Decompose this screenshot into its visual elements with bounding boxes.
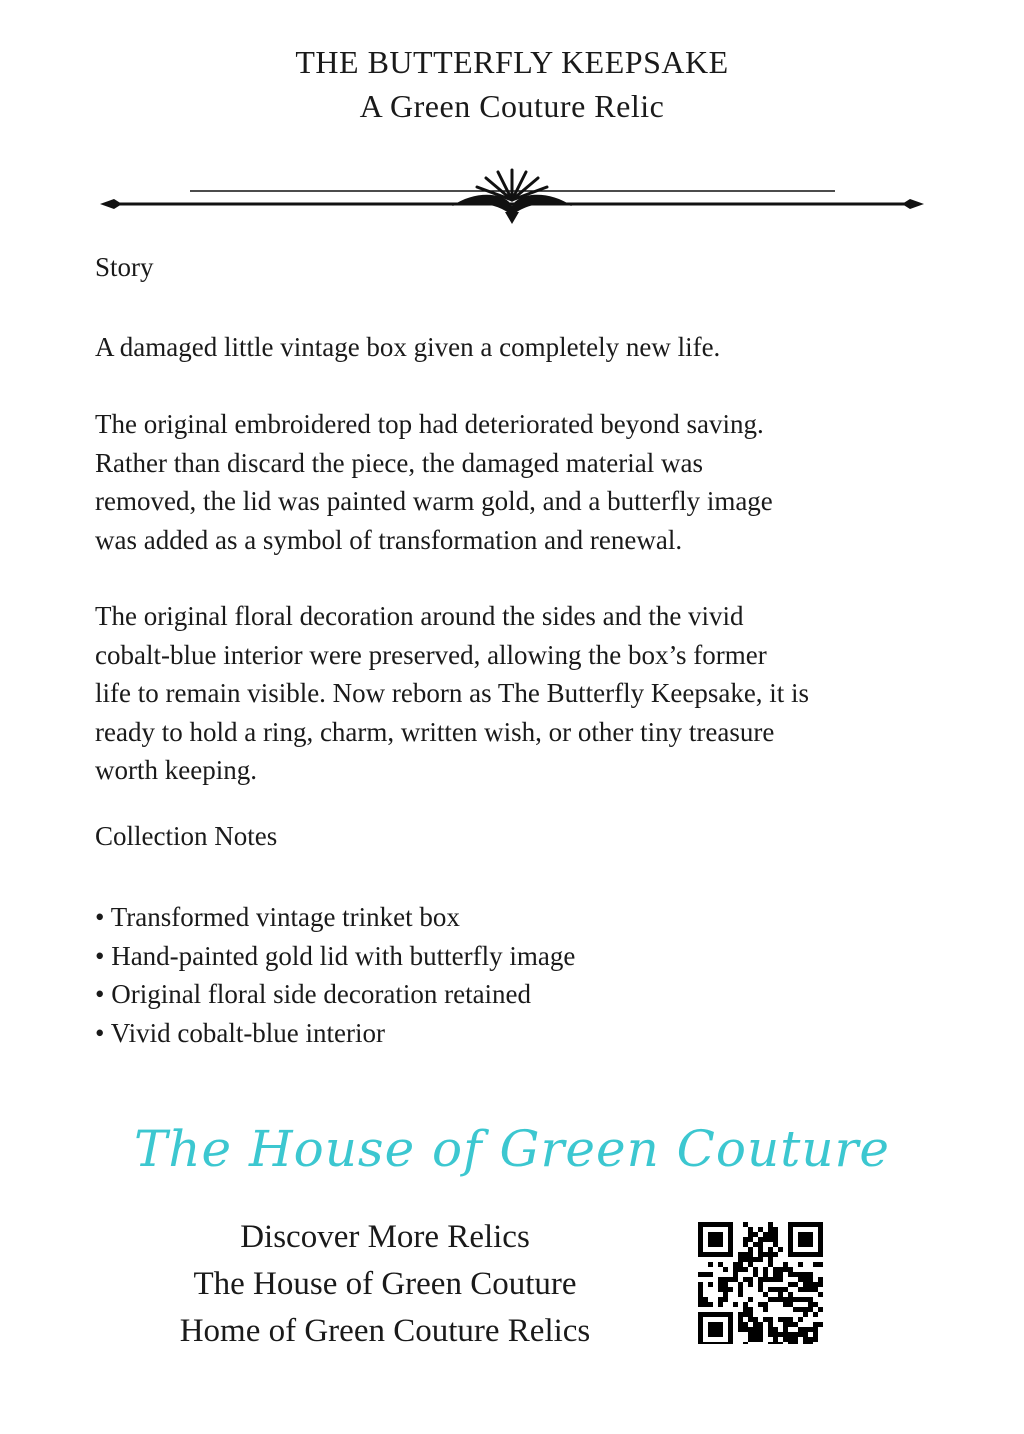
text-line: ready to hold a ring, charm, written wish, or other tiny treasure: [95, 716, 775, 747]
collection-notes-list: [95, 898, 935, 1052]
footer-line-house: The House of Green Couture: [193, 1266, 577, 1302]
list-item: • Hand-painted gold lid with butterfly image: [95, 940, 576, 971]
text-line: removed, the lid was painted warm gold, and a butterfly image: [95, 486, 773, 516]
text-line: life to remain visible. Now reborn as The Butterfly Keepsake, it is: [95, 678, 810, 708]
collection-notes-heading: Collection Notes: [95, 821, 278, 851]
text-line: Rather than discard the piece, the damaged material was: [95, 447, 703, 478]
footer-line-discover: Discover More Relics: [240, 1219, 530, 1255]
text-line: The original floral decoration around the sides and the vivid: [95, 601, 744, 631]
story-intro: A damaged little vintage box given a completely new life.: [95, 332, 721, 362]
page-title: THE BUTTERFLY KEEPSAKE: [295, 44, 729, 80]
list-item: • Original floral side decoration retained: [95, 979, 532, 1009]
list-item: • Vivid cobalt-blue interior: [95, 1017, 386, 1048]
text-line: The original embroidered top had deteriorated beyond saving.: [95, 409, 764, 439]
text-line: cobalt-blue interior were preserved, allowing the box’s former: [95, 639, 767, 670]
page-subtitle: A Green Couture Relic: [359, 88, 665, 124]
story-heading: Story: [95, 252, 154, 282]
text-line: worth keeping.: [95, 755, 257, 785]
story-paragraph-1: [95, 405, 935, 559]
footer-line-home: Home of Green Couture Relics: [179, 1313, 591, 1349]
text-line: was added as a symbol of transformation and renewal.: [95, 524, 683, 555]
fan-ornament-icon: [100, 160, 924, 232]
brand-logo-text: The House of Green Couture: [133, 1120, 891, 1178]
qr-code-icon[interactable]: [697, 1222, 823, 1344]
story-paragraph-2: [95, 597, 935, 790]
list-item: • Transformed vintage trinket box: [95, 902, 460, 932]
